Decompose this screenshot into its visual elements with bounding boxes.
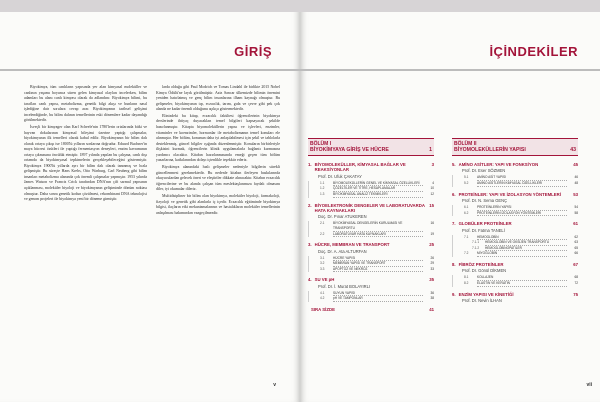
section-title: pH VE TAMPONLAR	[333, 296, 423, 302]
chapter-title-row[interactable]	[452, 292, 578, 297]
toc-chapter	[452, 221, 578, 257]
section-number: 2.2	[320, 231, 325, 236]
page-number: vii	[586, 382, 592, 388]
section-number: 8.2	[464, 280, 469, 285]
body-paragraph: Biyokimya, tüm canlıların yapısında yer alan kimyasal moleküller ve canlının yaşamı boyunca süren gelen kimyasal olayları incelerken, bilim adamları bu alanı canlı kimyası olarak da adlandırır. Biyokimya bilimi, bu tarafları canlı yapısı, metabolizma, genetik bilgi akışı ve bunların nasıl işlediğine dair sorulara cevap arar. Biyokimyanın tarihsel gelişimi incelendiğinde, bu bilim dalının temellerinin eski dönemlere kadar dayandığı görülmektedir.	[24, 85, 147, 123]
section-page: 62	[574, 234, 578, 239]
page-title: İÇİNDEKİLER	[489, 44, 578, 59]
unit-title: BİYOMOLEKÜLLERİN YAPISI	[454, 147, 526, 153]
toc-section[interactable]	[464, 211, 578, 217]
section-title: MİYOGLOBİN	[477, 251, 567, 257]
body-paragraph: Multidisipliner bir bilim olan biyokimya, moleküler biyoloji, farmakoloji, fizyoloji ve genetik gibi alanlarla iç içedir. Eczacılık eğitiminde biyokimya bilgisi, ilaçların etki mekanizmalarının ve hastalıkların moleküler temellerinin anlaşılması bakımından vazgeçilmezdir.	[156, 193, 280, 215]
page-number: v	[273, 382, 276, 388]
section-number: 5.2	[464, 181, 469, 185]
chapter-page: 61	[573, 221, 578, 227]
chapter-author: Prof. Dr. İ. Murat BOLAYIRLI	[318, 283, 371, 289]
chapter-author: Prof. Dr. Nevin İLHAN	[462, 297, 502, 303]
section-title: PROTEİNLERİN YAPISI	[477, 205, 567, 211]
chapter-page: 75	[573, 291, 578, 297]
section-number: 4.1	[320, 290, 325, 295]
chapter-title: SU VE pH	[314, 277, 335, 283]
toc-section[interactable]	[320, 296, 434, 302]
right-page	[300, 0, 600, 402]
section-list	[452, 275, 578, 286]
unit-label: BÖLÜM II	[454, 141, 477, 147]
chapter-title: GLOBÜLER PROTEİNLER	[458, 221, 512, 227]
chapter-number: 6.	[452, 191, 456, 197]
section-page: 12	[430, 192, 434, 196]
chapter-page: 67	[573, 261, 578, 267]
chapter-author: Doç. Dr. Pınar ATUKEREN	[318, 214, 367, 220]
section-list	[308, 256, 434, 273]
section-title: HEMOGLOBİNOPATİLER	[485, 246, 567, 252]
section-number: 1.2	[320, 186, 325, 191]
toc-section[interactable]	[320, 192, 434, 198]
chapter-title-row[interactable]	[308, 162, 434, 173]
chapter-title-row[interactable]	[452, 162, 578, 167]
page-title: GİRİŞ	[234, 44, 272, 59]
chapter-number: 8.	[452, 261, 456, 267]
toc-section[interactable]	[464, 181, 578, 187]
chapter-title-row[interactable]	[308, 242, 434, 247]
section-number: 7.2	[464, 251, 469, 256]
section-number: 2.1	[320, 221, 325, 226]
toc-chapter	[452, 262, 578, 287]
chapter-title-row[interactable]	[308, 307, 434, 312]
chapter-title: BİYOMOLEKÜLLER, KİMYASAL BAĞLAR VE REAKSİYONLAR	[314, 162, 406, 173]
section-number: 6.1	[464, 205, 469, 209]
unit-title-row[interactable]	[310, 147, 432, 153]
text-column-2	[156, 85, 280, 217]
section-title: BİYOMOLEKÜLLERİN GENEL VE KİMYASAL ÖZELLİKLERİ	[333, 181, 423, 187]
section-title: HEMOGLOBİN	[477, 235, 567, 241]
toc-chapter	[308, 162, 434, 198]
toc-section[interactable]	[320, 267, 434, 273]
section-number: 3.2	[320, 261, 325, 266]
section-title: PROTEİNLERİN İZOLASYON YÖNTEMLERİ	[477, 211, 567, 217]
section-page: 72	[574, 280, 578, 285]
section-page: 36	[430, 290, 434, 295]
section-page: 63	[574, 240, 578, 245]
title-divider	[0, 69, 300, 71]
chapter-title: HÜCRE, MEMBRAN VE TRANSPORT	[314, 242, 390, 248]
header-band	[300, 0, 600, 12]
section-number: 3.3	[320, 266, 325, 271]
toc-section[interactable]	[320, 221, 434, 231]
toc-column-a	[308, 138, 434, 312]
toc-chapter	[452, 192, 578, 217]
section-list	[452, 175, 578, 186]
toc-section[interactable]	[320, 232, 434, 238]
chapter-title-row[interactable]	[452, 192, 578, 197]
title-divider	[300, 69, 600, 71]
chapter-number: 4.	[308, 277, 312, 283]
toc-section[interactable]	[464, 251, 578, 257]
chapter-page: 41	[429, 306, 434, 312]
section-title: AMİNO ASİTLERİN KİMYASAL ÖZELLİKLERİ	[477, 181, 567, 187]
section-page: 29	[430, 261, 434, 266]
section-title: APOPTOZ VE NEKROZ	[333, 267, 423, 273]
chapter-author: Prof. Dr. Eser SÖZMEN	[462, 168, 506, 174]
unit-title-row[interactable]	[454, 147, 576, 153]
chapter-number: 7.	[452, 221, 456, 227]
section-page: 58	[574, 210, 578, 215]
chapter-author: Prof. Dr. N. Sema GENÇ	[462, 198, 508, 203]
chapter-number: 1.	[308, 162, 312, 167]
body-paragraph: Elinizdeki bu kitap, eczacılık fakültesi öğrencilerinin biyokimya derslerinde ihtiyaç duyacakları temel bilgileri kapsayacak şekilde hazırlanmıştır. Kitapta biyomoleküllerin yapısı ve işlevleri, enzimler, vitaminler ve koenzimler, hormonlar ile metabolizmanın temel konuları ele alınmıştır. Her bölüm, konunun daha iyi anlaşılabilmesi için şekil ve tablolarla desteklenmiş, güncel bilgiler ışığında düzenlenmiştir. Konuların birbirleriyle ilişkisini kurmak, öğrencilerin klinik uygulamalarla bağlantı kurmasına yardımcı olacaktır. Kitabın hazırlanmasında emeği geçen tüm bölüm yazarlarına, katkılarından dolayı içtenlikle teşekkür ederiz.	[156, 113, 280, 163]
chapter-title-row[interactable]	[452, 221, 578, 226]
section-list	[452, 235, 578, 257]
toc-chapter	[452, 162, 578, 187]
section-title: HÜCRE YAPISI	[333, 256, 423, 262]
chapter-page: 53	[573, 191, 578, 197]
toc-chapter	[308, 277, 434, 302]
chapter-title: FİBRÖZ PROTEİNLER	[458, 261, 504, 267]
body-paragraph: Biyokimya alanındaki hızlı gelişmeler nedeniyle bilgilerin sürekli güncellenmesi gerekmektedir. Bu nedenle kitabın ilerleyen baskılarında okuyuculardan gelecek öneri ve eleştiriler dikkate alınacaktır. Kitabın eczacılık öğrencilerine ve bu alanda çalışan tüm meslektaşlarımıza faydalı olmasını diler, iyi okumalar dileriz.	[156, 165, 280, 192]
section-number: 7.1	[464, 234, 469, 239]
section-number: 3.1	[320, 255, 325, 260]
chapter-title: AMİNO ASİTLER: YAPI VE FONKSİYON	[458, 162, 539, 167]
chapter-number: 5.	[452, 162, 456, 167]
body-paragraph: larda olduğu gibi Paul Modrich ve Tomas Lindahl ile birlikte 2015 Nobel Kimya Ödülü'ne layık görülmüştür. Aziz Sancar ülkemizde bilimin önemini yeniden hatırlatmış ve genç bilim insanlarına ilham kaynağı olmuştur. Bu gelişmeler, biyokimyanın tıp, eczacılık, tarım, gıda ve çevre gibi pek çok alanda ne kadar önemli olduğunu açıkça göstermektedir.	[156, 85, 280, 112]
chapter-title: PROTEİNLER: YAPI VE İZOLASYON YÖNTEMLERİ	[458, 191, 561, 197]
section-number: 7.1.2	[472, 245, 480, 250]
section-number: 6.2	[464, 210, 469, 215]
section-page: 16	[430, 221, 434, 226]
unit-header	[452, 138, 578, 156]
toc-chapter	[308, 307, 434, 312]
section-list	[452, 205, 578, 216]
header-band	[0, 0, 300, 12]
chapter-author: Doç. Dr. A. Ata ALTURFAN	[318, 248, 367, 254]
toc-section[interactable]	[464, 281, 578, 287]
chapter-author: Prof. Dr. Gönül DİKMEN	[462, 268, 507, 274]
section-title: AMİNO ASİT YAPISI	[477, 175, 567, 181]
section-title: HEMOGLOBİN VE OKSİJEN TRANSPORTU	[485, 240, 567, 246]
unit-header	[308, 138, 434, 156]
chapter-author: Prof. Dr. Fatma TANELİ	[462, 227, 505, 233]
section-page: 48	[574, 181, 578, 185]
chapter-number: 9.	[452, 291, 456, 297]
section-page: 46	[574, 175, 578, 180]
section-number: 1.1	[320, 180, 325, 185]
toc-chapter	[452, 292, 578, 303]
chapter-title-row[interactable]	[452, 262, 578, 267]
section-page: 54	[574, 205, 578, 209]
section-page: 19	[430, 231, 434, 236]
chapter-number: 3.	[308, 242, 312, 248]
chapter-page: 3	[431, 162, 434, 167]
section-page: 38	[430, 296, 434, 301]
unit-page: 1	[429, 147, 432, 153]
section-number: 8.1	[464, 275, 469, 280]
toc-chapter	[308, 203, 434, 238]
chapter-number: 2.	[308, 202, 312, 208]
section-number: 5.1	[464, 175, 469, 180]
section-page: 26	[430, 255, 434, 260]
chapter-page: 25	[429, 242, 434, 248]
chapter-page: 15	[429, 202, 434, 208]
unit-page: 43	[570, 147, 576, 153]
chapter-page: 35	[429, 277, 434, 283]
toc-column-b	[452, 138, 578, 305]
section-title: MEMBRAN YAPISI VE TRANSPORT	[333, 261, 423, 267]
section-number: 7.1.1	[472, 240, 480, 245]
section-page: 33	[430, 266, 434, 271]
section-page: 66	[574, 251, 578, 256]
section-title: SUYUN YAPISI	[333, 291, 423, 297]
section-title: ELASTİN VE KERATİN	[477, 281, 567, 287]
section-number: 1.3	[320, 192, 325, 196]
section-title: BİYOKİMYASAL ANALİZ TEKNİKLERİ	[333, 192, 423, 198]
section-title: LABORATUVAR HATA KAYNAKLARI	[333, 232, 423, 238]
section-page: 4	[432, 180, 434, 185]
section-page: 10	[430, 186, 434, 191]
section-title: BİYOKİMYASAL DENGELERİN KURULMASI VE TRANSPORTU	[333, 221, 423, 231]
unit-title: BİYOKİMYAYA GİRİŞ VE HÜCRE	[310, 147, 389, 153]
text-column-1	[24, 85, 147, 204]
chapter-title-row[interactable]	[308, 203, 434, 214]
chapter-title: ENZİM YAPISI VE KİNETİĞİ	[458, 291, 514, 297]
chapter-page: 45	[573, 162, 578, 167]
chapter-title: SIRA SİZDE	[311, 306, 335, 312]
section-title: KOLLAJEN	[477, 275, 567, 281]
section-list	[308, 291, 434, 302]
section-number: 4.2	[320, 296, 325, 301]
section-list	[308, 221, 434, 237]
chapter-title-row[interactable]	[308, 277, 434, 282]
section-page: 68	[574, 275, 578, 280]
chapter-author: Prof. Dr. Ufuk ÇAKATAY	[318, 173, 362, 179]
chapter-title: BİYOELEKTRONİK DENGELER VE LABORATUVARDA HATA KAYNAKLARI	[314, 202, 425, 213]
section-title: ÇÖZELTİLER VE TİTRE, HESAPLAMALAR	[333, 186, 423, 192]
section-page: 65	[574, 245, 578, 250]
unit-label: BÖLÜM I	[310, 141, 332, 147]
toc-chapter	[308, 242, 434, 272]
section-list	[308, 181, 434, 198]
body-paragraph: İsveçli bir kimyager olan Karl Scheele'nin 1780'lerin ortalarında bitki ve hayvan dokularının kimyasal bileşimi üzerine yaptığı çalışmalar, biyokimyanın ilk temelleri olarak kabul edilir. Biyokimyanın bir bilim dalı olarak ortaya çıkışı ise 1800'lü yılların sonlarına doğrudur. Eduard Buchner'in maya hücresi özütleri ile yaptığı fermentasyon deneyleri, enzim kavramının ortaya çıkmasına öncülük etmiştir. 1897 yılında yapılan bu çalışma, canlı dışı ortamda da biyokimyasal tepkimelerin gerçekleşebileceğini göstermiştir. Biyokimya 1900'lü yıllarda ayrı bir bilim dalı olarak tanınmış ve hızla gelişmiştir. Bu süreçte Hans Krebs, Otto Warburg, Carl Neuberg gibi bilim insanları metabolizma alanında çok önemli çalışmalar yapmıştır. 1953 yılında James Watson ve Francis Crick tarafından DNA'nın çift sarmal yapısının açıklanması, moleküler biyoloji ve biyokimyanın gelişiminde dönüm noktası olmuştur. Daha sonra genetik kodun çözülmesi, rekombinant DNA teknolojisi ve genom projeleri ile biyokimya yeni bir döneme girmiştir.	[24, 125, 147, 202]
